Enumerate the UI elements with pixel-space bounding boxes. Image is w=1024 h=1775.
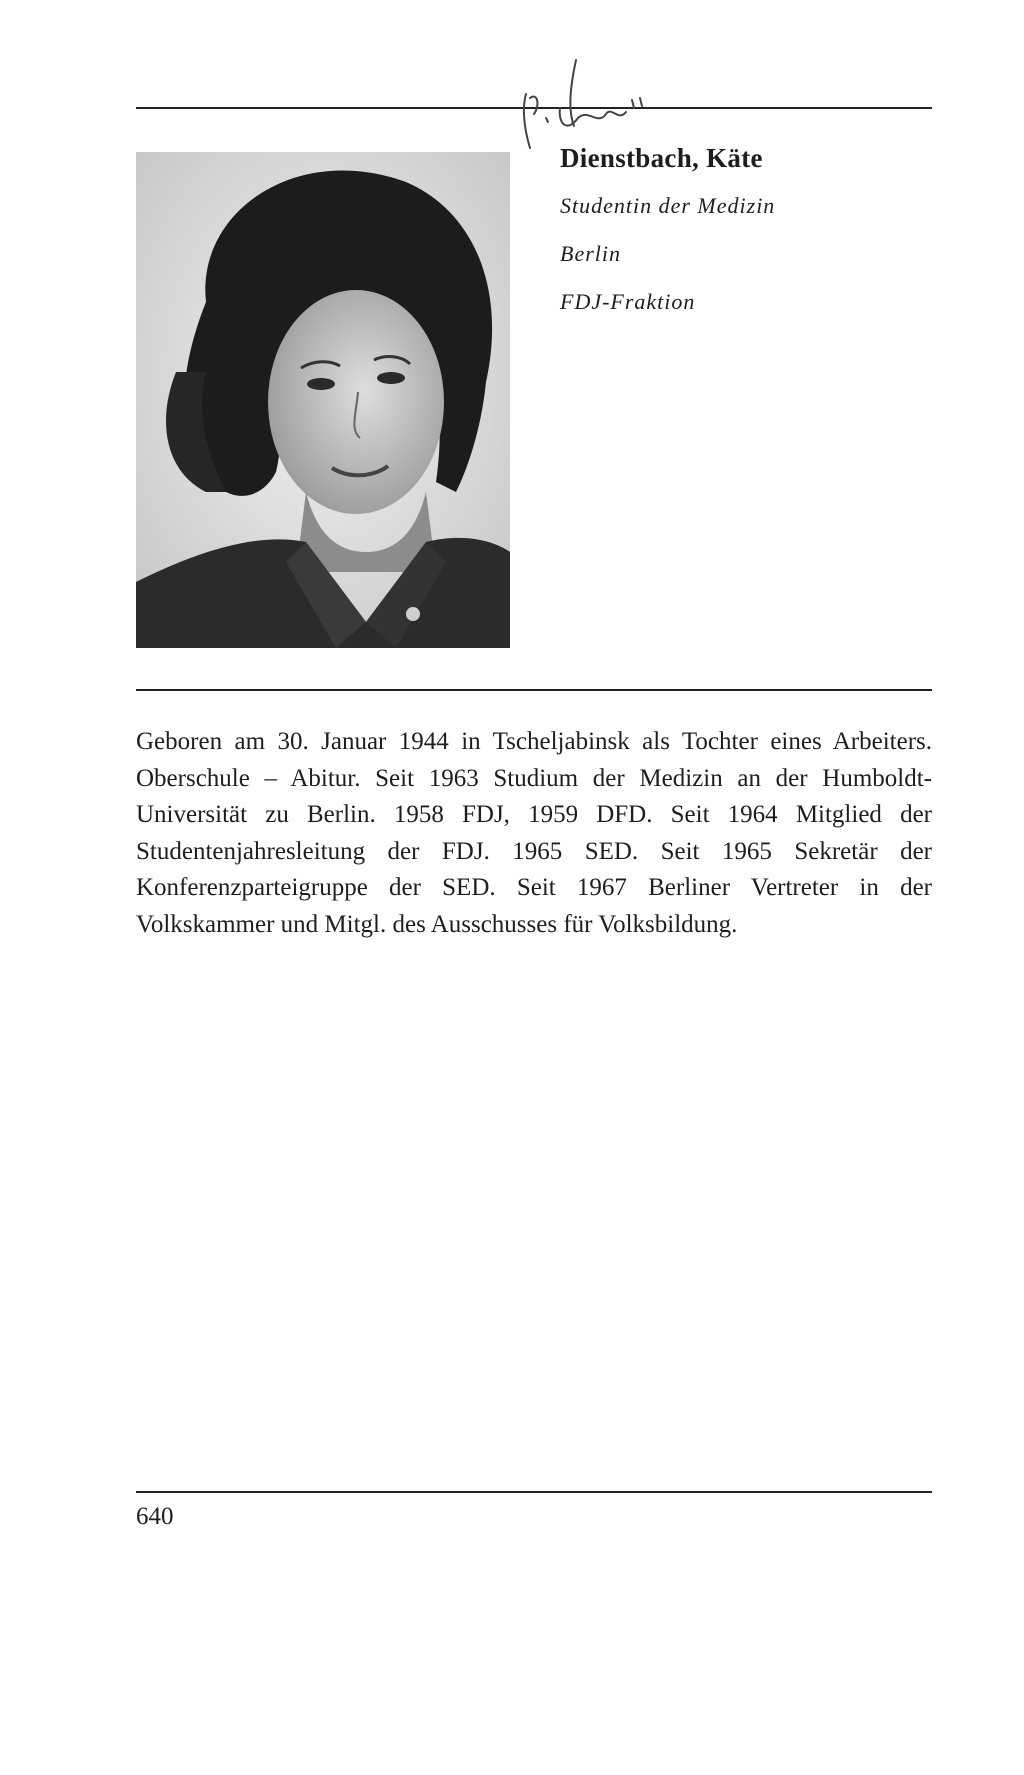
occupation: Studentin der Medizin (560, 193, 776, 218)
portrait-photo (136, 152, 510, 648)
city: Berlin (560, 241, 621, 266)
middle-rule (136, 689, 932, 691)
biography-text: Geboren am 30. Januar 1944 in Tscheljabinsk als Tochter eines Arbeiters. Oberschule – Abitur. Seit 1963 Studium der Medizin an der Humboldt-Universität zu Berlin. 1958 FDJ, 1959 DFD. Seit 1964 Mitglied der Studentenjahresleitung der FDJ. 1965 SED. Seit 1965 Sekretär der Konferenzparteigruppe der SED. Seit 1967 Berliner Vertreter in der Volkskammer und Mitgl. des Ausschusses für Volksbildung. (136, 728, 932, 938)
page-number: 640 (136, 1503, 174, 1530)
parliamentary-fraction: FDJ-Fraktion (560, 289, 696, 314)
person-name: Dienstbach, Käte (560, 143, 763, 173)
bottom-rule (136, 1491, 932, 1493)
portrait-photo-icon (136, 152, 510, 648)
entry-header (560, 140, 940, 316)
